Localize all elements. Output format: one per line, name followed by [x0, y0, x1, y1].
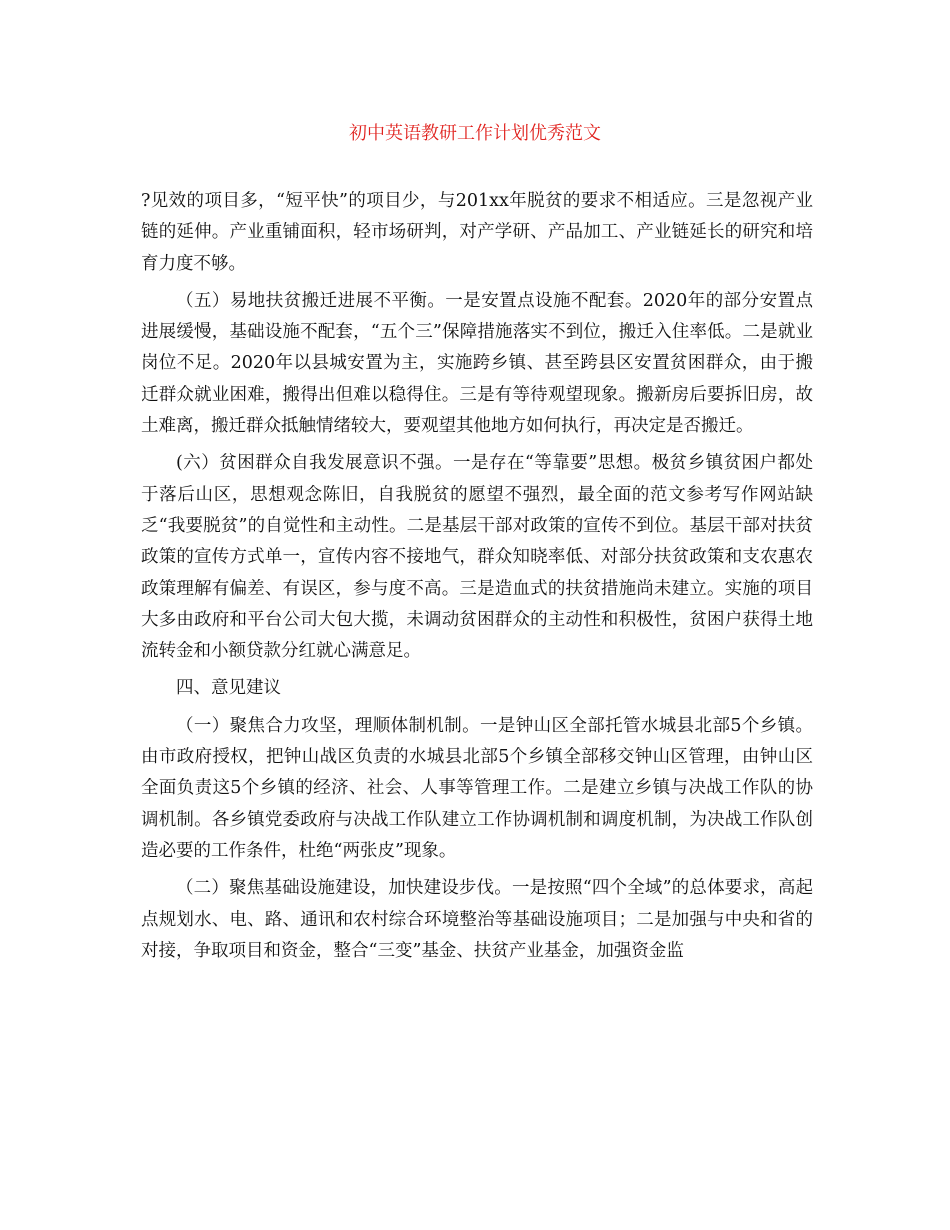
- paragraph-suggestion-two: （二）聚焦基础设施建设，加快建设步伐。一是按照“四个全域”的总体要求，高起点规划水、电、路、通讯和农村综合环境整治等基础设施项目；二是加强与中央和省的对接，争取项目和资金，整合“三变”基金、扶贫产业基金，加强资金监: [141, 878, 813, 961]
- heading-suggestions: 四、意见建议: [176, 678, 281, 699]
- document-title: 初中英语教研工作计划优秀范文: [349, 123, 601, 144]
- paragraph-section-five: （五）易地扶贫搬迁进展不平衡。一是安置点设施不配套。2020年的部分安置点进展缓慢，基础设施不配套，“五个三”保障措施落实不到位，搬迁入住率低。二是就业岗位不足。2020年以县城安置为主，实施跨乡镇、甚至跨县区安置贫困群众，由于搬迁群众就业困难，搬得出但难以稳得住。三是有等待观望现象。搬新房后要拆旧房，故土难离，搬迁群众抵触情绪较大，要观望其他地方如何执行，再决定是否搬迁。: [141, 290, 813, 437]
- paragraph-section-six: (六）贫困群众自我发展意识不强。一是存在“等靠要”思想。极贫乡镇贫困户都处于落后山区，思想观念陈旧，自我脱贫的愿望不强烈，最全面的范文参考写作网站缺乏“我要脱贫”的自觉性和主动性。二是基层干部对政策的宣传不到位。基层干部对扶贫政策的宣传方式单一，宣传内容不接地气，群众知晓率低、对部分扶贫政策和支农惠农政策理解有偏差、有误区，参与度不高。三是造血式的扶贫措施尚未建立。实施的项目大多由政府和平台公司大包大揽，未调动贫困群众的主动性和积极性，贫困户获得土地流转金和小额贷款分红就心满意足。: [141, 453, 813, 662]
- paragraph-suggestion-one: （一）聚焦合力攻坚，理顺体制机制。一是钟山区全部托管水城县北部5个乡镇。由市政府授权，把钟山战区负责的水城县北部5个乡镇全部移交钟山区管理，由钟山区全面负责这5个乡镇的经济、社会、人事等管理工作。二是建立乡镇与决战工作队的协调机制。各乡镇党委政府与决战工作队建立工作协调机制和调度机制，为决战工作队创造必要的工作条件，杜绝“两张皮”现象。: [141, 715, 813, 861]
- paragraph-continuation: ?见效的项目多，“短平快”的项目少，与201xx年脱贫的要求不相适应。三是忽视产业链的延伸。产业重铺面积，轻市场研判，对产学研、产品加工、产业链延长的研究和培育力度不够。: [141, 191, 813, 274]
- document-body: [141, 186, 813, 973]
